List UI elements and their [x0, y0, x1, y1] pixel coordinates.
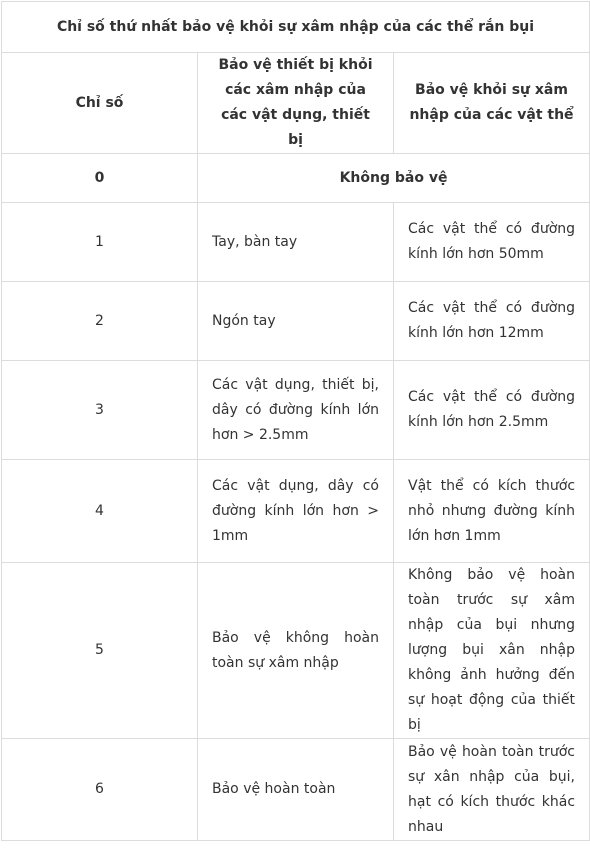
table-row [2, 460, 590, 563]
row-device-cell: Ngón tay [198, 282, 394, 361]
row-index: 2 [2, 282, 198, 361]
row-object-cell: Không bảo vệ hoàn toàn trước sự xâm nhập của bụi nhưng lượng bụi xân nhập không ảnh hưởng đến sự hoạt động của thiết bị [394, 563, 590, 739]
table-row [2, 282, 590, 361]
row-object-cell: Các vật thể có đường kính lớn hơn 2.5mm [394, 361, 590, 460]
row-device-cell: Bảo vệ hoàn toàn [198, 739, 394, 841]
table-header-row [2, 53, 590, 154]
table-row [2, 203, 590, 282]
row-merged-cell: Không bảo vệ [198, 154, 590, 203]
row-index: 5 [2, 563, 198, 739]
ip-rating-table [1, 1, 590, 841]
row-device-cell: Bảo vệ không hoàn toàn sự xâm nhập [198, 563, 394, 739]
header-object-protection: Bảo vệ khỏi sự xâm nhập của các vật thể [394, 53, 590, 154]
row-index: 6 [2, 739, 198, 841]
row-index: 0 [2, 154, 198, 203]
row-index: 4 [2, 460, 198, 563]
row-object-cell: Vật thể có kích thước nhỏ nhưng đường kính lớn hơn 1mm [394, 460, 590, 563]
row-device-cell: Tay, bàn tay [198, 203, 394, 282]
row-object-cell: Các vật thể có đường kính lớn hơn 12mm [394, 282, 590, 361]
table-row [2, 154, 590, 203]
row-object-cell: Các vật thể có đường kính lớn hơn 50mm [394, 203, 590, 282]
header-device-protection: Bảo vệ thiết bị khỏi các xâm nhập của các vật dụng, thiết bị [198, 53, 394, 154]
header-index: Chỉ số [2, 53, 198, 154]
row-index: 3 [2, 361, 198, 460]
table-row [2, 739, 590, 841]
table-title: Chỉ số thứ nhất bảo vệ khỏi sự xâm nhập của các thể rắn bụi [2, 2, 590, 53]
table-title-row [2, 2, 590, 53]
table-row [2, 361, 590, 460]
row-device-cell: Các vật dụng, thiết bị, dây có đường kính lớn hơn > 2.5mm [198, 361, 394, 460]
row-index: 1 [2, 203, 198, 282]
table-row [2, 563, 590, 739]
row-object-cell: Bảo vệ hoàn toàn trước sự xân nhập của bụi, hạt có kích thước khác nhau [394, 739, 590, 841]
row-device-cell: Các vật dụng, dây có đường kính lớn hơn > 1mm [198, 460, 394, 563]
